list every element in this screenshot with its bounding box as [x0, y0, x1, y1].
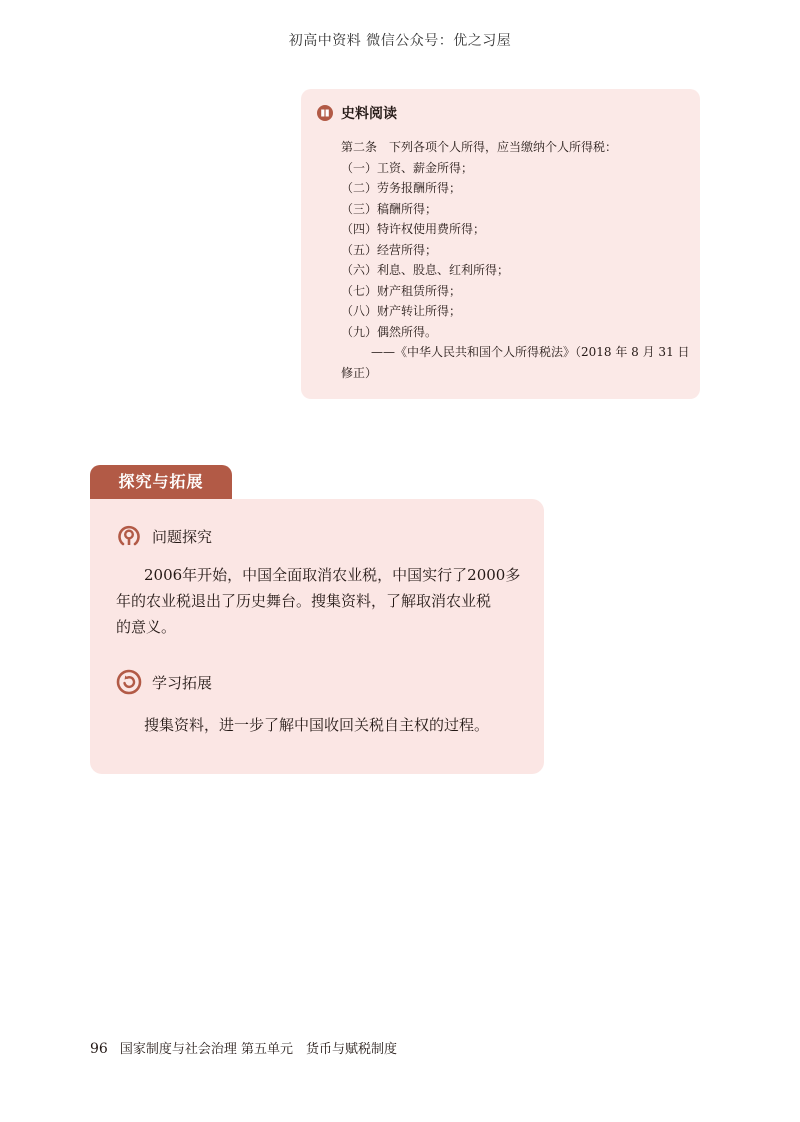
extension-text: [116, 712, 536, 738]
footer-title: 国家制度与社会治理 第五单元 货币与赋税制度: [119, 1042, 397, 1057]
question-line: 的意义。: [116, 618, 177, 636]
question-text: [116, 562, 536, 640]
historical-reading-header: [317, 103, 397, 123]
question-line: 年的农业税退出了历史舞台。搜集资料，了解取消农业税: [116, 592, 492, 610]
extension-title: 学习拓展: [152, 673, 213, 692]
law-line: （九）偶然所得。: [341, 324, 438, 339]
law-line: （三）稿酬所得；: [341, 201, 438, 216]
header-note: 初高中资料 微信公众号：优之习屋: [288, 33, 512, 49]
extension-line: 搜集资料，进一步了解中国收回关税自主权的过程。: [144, 716, 490, 734]
law-line: （八）财产转让所得；: [341, 304, 462, 318]
question-header: [116, 523, 212, 549]
law-line: （五）经营所得；: [341, 242, 438, 257]
historical-reading-box: [301, 89, 700, 399]
book-icon: [317, 105, 333, 121]
extension-header: [116, 669, 212, 695]
historical-reading-title: 史料阅读: [341, 106, 397, 122]
historical-reading-text: [341, 137, 691, 383]
explore-tab: 探究与拓展: [90, 465, 232, 499]
page-footer: [90, 1038, 397, 1057]
law-line: （六）利息、股息、红利所得；: [341, 263, 510, 277]
question-explore-icon: [116, 523, 142, 549]
extension-icon: [116, 669, 142, 695]
question-line: 2006年开始，中国全面取消农业税，中国实行了2000多: [144, 566, 521, 584]
law-line: （一）工资、薪金所得；: [341, 160, 474, 175]
law-line: （七）财产租赁所得；: [341, 283, 462, 298]
law-line: （四）特许权使用费所得；: [341, 222, 486, 236]
law-line: 第二条 下列各项个人所得，应当缴纳个人所得税：: [341, 140, 618, 154]
page-number: 96: [90, 1041, 108, 1057]
law-line: （二）劳务报酬所得；: [341, 181, 462, 195]
law-source-continued: 修正）: [341, 365, 378, 380]
question-title: 问题探究: [152, 527, 213, 546]
law-source: ——《中华人民共和国个人所得税法》（2018 年 8 月 31 日: [371, 345, 690, 359]
